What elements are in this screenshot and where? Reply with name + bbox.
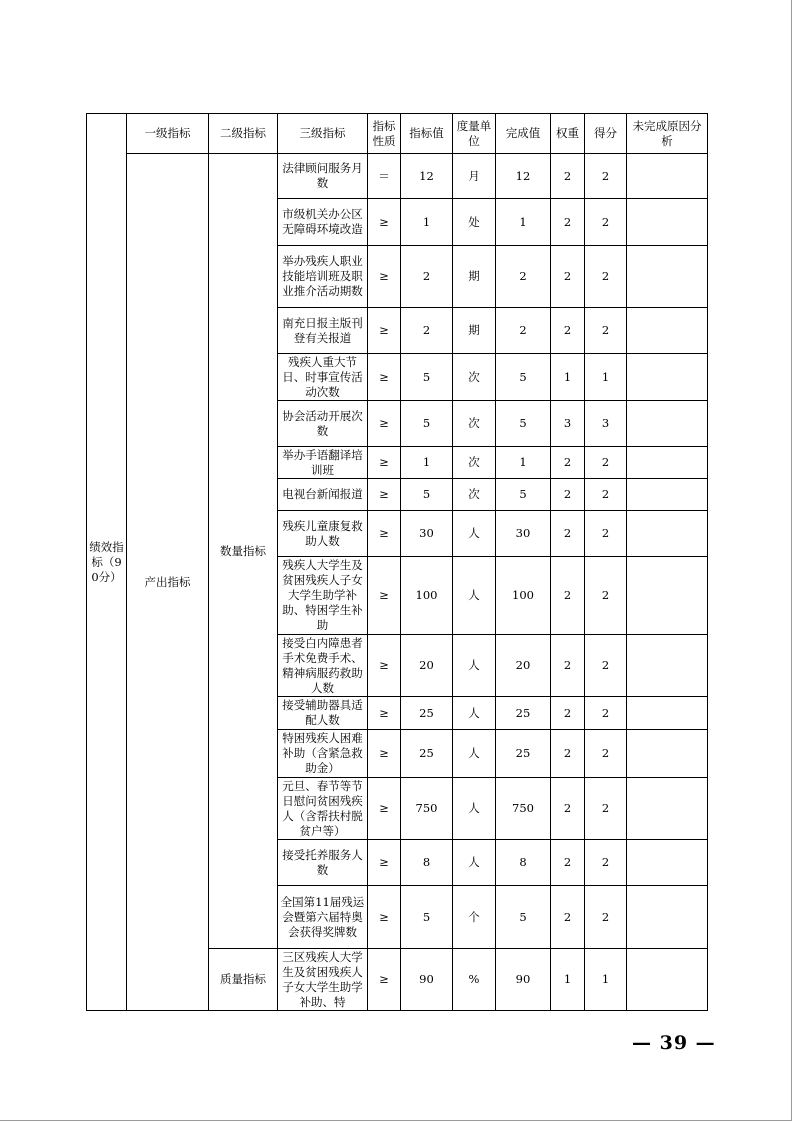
indicator-actual: 1 — [496, 447, 551, 479]
indicator-actual: 30 — [496, 511, 551, 557]
indicator-target: 20 — [401, 635, 453, 697]
indicator-unit: 次 — [453, 479, 496, 511]
indicator-unit: 个 — [453, 886, 496, 949]
indicator-target: 750 — [401, 778, 453, 840]
indicator-actual: 90 — [496, 949, 551, 1011]
header-score: 得分 — [585, 114, 627, 154]
indicator-target: 5 — [401, 401, 453, 447]
indicator-name: 协会活动开展次数 — [278, 401, 368, 447]
indicator-nature: ＝ — [368, 154, 401, 199]
indicator-name: 接受托养服务人数 — [278, 840, 368, 886]
indicator-score: 2 — [585, 557, 627, 635]
indicator-reason — [627, 308, 708, 354]
indicator-actual: 20 — [496, 635, 551, 697]
header-target: 指标值 — [401, 114, 453, 154]
table-row — [87, 154, 708, 199]
page-number: — 39 — — [632, 1032, 716, 1054]
indicator-nature: ≥ — [368, 511, 401, 557]
indicator-nature: ≥ — [368, 840, 401, 886]
indicator-unit: % — [453, 949, 496, 1011]
indicator-name: 全国第11届残运会暨第六届特奥会获得奖牌数 — [278, 886, 368, 949]
indicator-name: 举办残疾人职业技能培训班及职业推介活动期数 — [278, 246, 368, 308]
indicator-weight: 2 — [551, 886, 585, 949]
header-nature: 指标性质 — [368, 114, 401, 154]
indicator-unit: 处 — [453, 199, 496, 246]
indicator-target: 1 — [401, 199, 453, 246]
indicator-actual: 12 — [496, 154, 551, 199]
header-level3: 三级指标 — [278, 114, 368, 154]
indicator-reason — [627, 840, 708, 886]
indicator-unit: 人 — [453, 511, 496, 557]
indicator-unit: 期 — [453, 246, 496, 308]
indicator-weight: 2 — [551, 154, 585, 199]
indicator-nature: ≥ — [368, 635, 401, 697]
indicator-nature: ≥ — [368, 557, 401, 635]
indicator-name: 三区残疾人大学生及贫困残疾人子女大学生助学补助、特 — [278, 949, 368, 1011]
indicator-score: 1 — [585, 949, 627, 1011]
level1-output: 产出指标 — [127, 154, 209, 1011]
indicator-actual: 25 — [496, 697, 551, 730]
indicator-target: 8 — [401, 840, 453, 886]
indicator-unit: 月 — [453, 154, 496, 199]
indicator-name: 残疾人重大节日、时事宣传活动次数 — [278, 354, 368, 401]
indicator-target: 5 — [401, 354, 453, 401]
indicator-reason — [627, 447, 708, 479]
indicator-weight: 2 — [551, 511, 585, 557]
indicator-target: 5 — [401, 479, 453, 511]
indicator-actual: 2 — [496, 308, 551, 354]
indicator-reason — [627, 199, 708, 246]
indicator-score: 2 — [585, 308, 627, 354]
indicator-actual: 5 — [496, 354, 551, 401]
indicator-actual: 5 — [496, 401, 551, 447]
indicator-reason — [627, 154, 708, 199]
indicator-target: 12 — [401, 154, 453, 199]
indicator-reason — [627, 246, 708, 308]
indicator-nature: ≥ — [368, 886, 401, 949]
indicator-weight: 2 — [551, 308, 585, 354]
indicator-nature: ≥ — [368, 246, 401, 308]
indicator-score: 2 — [585, 511, 627, 557]
indicator-unit: 次 — [453, 401, 496, 447]
level2-quality: 质量指标 — [209, 949, 278, 1011]
indicator-weight: 2 — [551, 840, 585, 886]
header-reason: 未完成原因分析 — [627, 114, 708, 154]
indicator-actual: 5 — [496, 479, 551, 511]
indicator-nature: ≥ — [368, 447, 401, 479]
indicator-target: 25 — [401, 697, 453, 730]
table-header-row — [87, 114, 708, 154]
indicator-score: 2 — [585, 479, 627, 511]
indicator-score: 3 — [585, 401, 627, 447]
indicator-weight: 1 — [551, 949, 585, 1011]
indicator-name: 残疾儿童康复救助人数 — [278, 511, 368, 557]
indicator-name: 电视台新闻报道 — [278, 479, 368, 511]
indicator-nature: ≥ — [368, 401, 401, 447]
indicator-target: 100 — [401, 557, 453, 635]
indicator-actual: 100 — [496, 557, 551, 635]
indicator-nature: ≥ — [368, 730, 401, 778]
indicator-name: 接受辅助器具适配人数 — [278, 697, 368, 730]
indicator-weight: 2 — [551, 697, 585, 730]
indicator-name: 举办手语翻译培训班 — [278, 447, 368, 479]
indicator-score: 2 — [585, 447, 627, 479]
indicator-weight: 2 — [551, 199, 585, 246]
indicator-reason — [627, 697, 708, 730]
indicator-reason — [627, 730, 708, 778]
indicator-weight: 2 — [551, 635, 585, 697]
indicator-score: 2 — [585, 778, 627, 840]
indicator-score: 2 — [585, 730, 627, 778]
indicator-unit: 人 — [453, 840, 496, 886]
header-weight: 权重 — [551, 114, 585, 154]
indicator-nature: ≥ — [368, 354, 401, 401]
indicator-target: 1 — [401, 447, 453, 479]
indicator-nature: ≥ — [368, 479, 401, 511]
indicator-target: 30 — [401, 511, 453, 557]
indicator-name: 特困残疾人困难补助（含紧急救助金） — [278, 730, 368, 778]
indicator-unit: 期 — [453, 308, 496, 354]
category-cell: 绩效指标（90分） — [87, 114, 127, 1011]
indicator-weight: 1 — [551, 354, 585, 401]
indicator-score: 1 — [585, 354, 627, 401]
indicator-target: 90 — [401, 949, 453, 1011]
indicator-reason — [627, 354, 708, 401]
header-actual: 完成值 — [496, 114, 551, 154]
indicator-target: 2 — [401, 246, 453, 308]
indicator-weight: 2 — [551, 730, 585, 778]
indicator-unit: 人 — [453, 557, 496, 635]
indicator-score: 2 — [585, 199, 627, 246]
indicator-target: 5 — [401, 886, 453, 949]
indicator-score: 2 — [585, 154, 627, 199]
indicator-weight: 2 — [551, 447, 585, 479]
indicator-unit: 人 — [453, 635, 496, 697]
indicator-reason — [627, 635, 708, 697]
header-unit: 度量单位 — [453, 114, 496, 154]
indicator-reason — [627, 886, 708, 949]
indicator-score: 2 — [585, 886, 627, 949]
indicator-reason — [627, 479, 708, 511]
indicator-actual: 750 — [496, 778, 551, 840]
indicator-target: 25 — [401, 730, 453, 778]
indicator-name: 法律顾问服务月数 — [278, 154, 368, 199]
indicator-reason — [627, 557, 708, 635]
indicator-nature: ≥ — [368, 697, 401, 730]
indicator-actual: 1 — [496, 199, 551, 246]
indicator-weight: 3 — [551, 401, 585, 447]
indicator-reason — [627, 778, 708, 840]
indicator-actual: 8 — [496, 840, 551, 886]
level2-quantity: 数量指标 — [209, 154, 278, 949]
indicator-score: 2 — [585, 635, 627, 697]
indicator-name: 残疾人大学生及贫困残疾人子女大学生助学补助、特困学生补助 — [278, 557, 368, 635]
header-level1: 一级指标 — [127, 114, 209, 154]
indicator-weight: 2 — [551, 246, 585, 308]
indicator-nature: ≥ — [368, 949, 401, 1011]
indicator-score: 2 — [585, 840, 627, 886]
indicator-unit: 人 — [453, 730, 496, 778]
indicator-actual: 5 — [496, 886, 551, 949]
performance-indicator-table — [86, 113, 708, 1011]
indicator-weight: 2 — [551, 479, 585, 511]
indicator-unit: 人 — [453, 778, 496, 840]
indicator-nature: ≥ — [368, 199, 401, 246]
indicator-reason — [627, 949, 708, 1011]
indicator-unit: 次 — [453, 354, 496, 401]
indicator-name: 南充日报主版刊登有关报道 — [278, 308, 368, 354]
indicator-reason — [627, 511, 708, 557]
indicator-nature: ≥ — [368, 778, 401, 840]
indicator-target: 2 — [401, 308, 453, 354]
indicator-actual: 2 — [496, 246, 551, 308]
indicator-name: 接受白内障患者手术免费手术、精神病服药救助人数 — [278, 635, 368, 697]
indicator-nature: ≥ — [368, 308, 401, 354]
indicator-unit: 人 — [453, 697, 496, 730]
indicator-weight: 2 — [551, 778, 585, 840]
indicator-score: 2 — [585, 246, 627, 308]
indicator-unit: 次 — [453, 447, 496, 479]
indicator-actual: 25 — [496, 730, 551, 778]
indicator-reason — [627, 401, 708, 447]
header-level2: 二级指标 — [209, 114, 278, 154]
indicator-name: 市级机关办公区无障碍环境改造 — [278, 199, 368, 246]
indicator-weight: 2 — [551, 557, 585, 635]
indicator-name: 元旦、春节等节日慰问贫困残疾人（含帮扶村脱贫户等） — [278, 778, 368, 840]
indicator-score: 2 — [585, 697, 627, 730]
